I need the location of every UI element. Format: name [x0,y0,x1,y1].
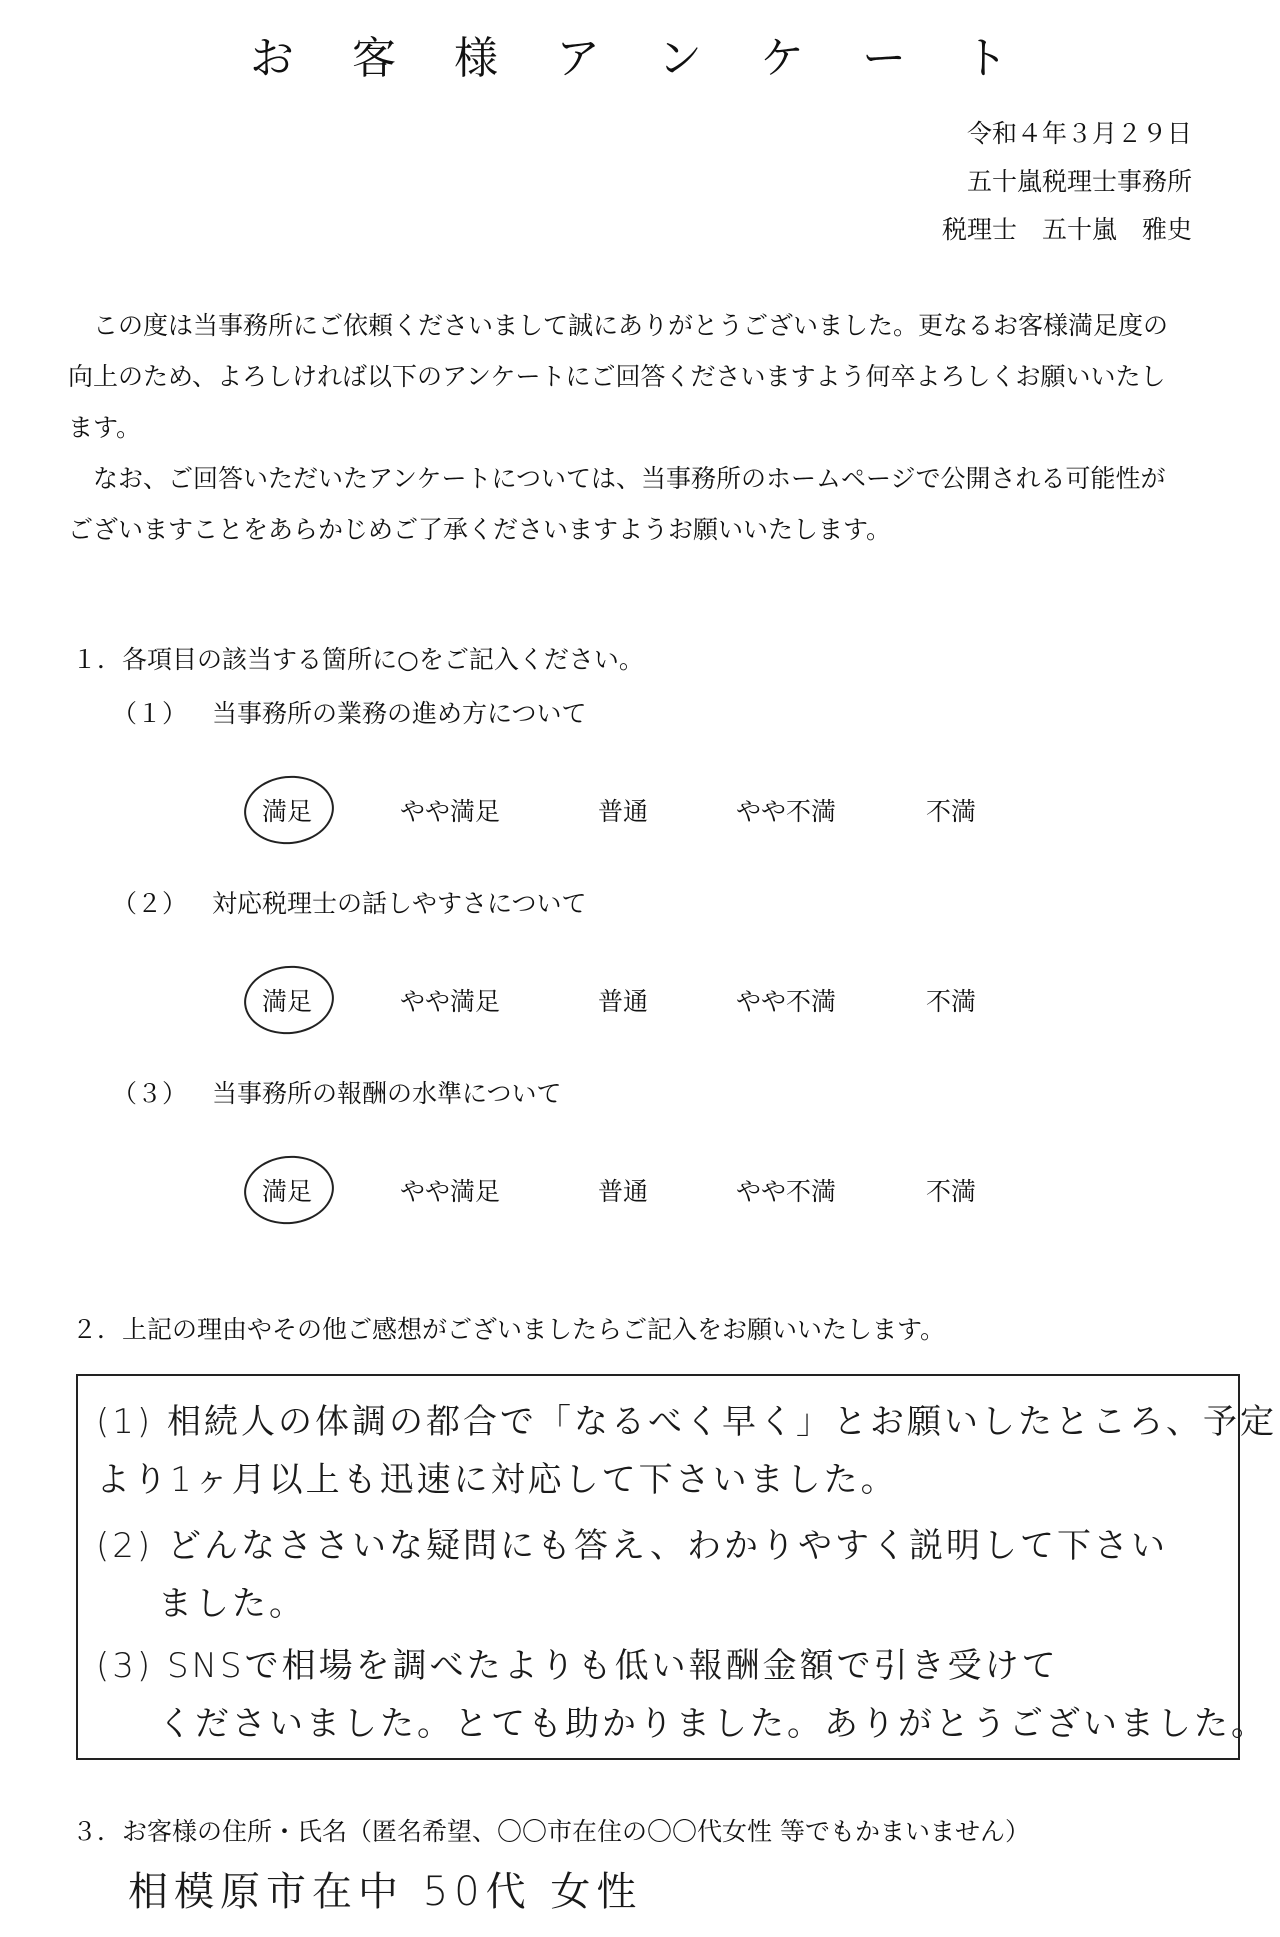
option-satisfied[interactable]: 満足 [262,982,312,1018]
item-number: （３） [112,1079,188,1108]
comment-line-5: (3) SNSで相場を調べたよりも低い報酬金額で引き受けて [96,1646,1059,1686]
item-number: （１） [112,699,188,728]
question-2-title: ２．上記の理由やその他ご感想がございましたらご記入をお願いいたします。 [72,1315,946,1344]
option-somewhat-satisfied[interactable]: やや満足 [400,987,501,1016]
option-neutral[interactable]: 普通 [598,797,649,826]
item-label: 当事務所の業務の進め方について [211,699,587,728]
option-dissatisfied[interactable]: 不満 [926,1177,977,1206]
intro-paragraph-2: なお、ご回答いただいたアンケートについては、当事務所のホームページで公開される可能性がございますことをあらかじめご了承くださいますようお願いいたします。 [68,464,1166,544]
comment-line-4: ました。 [158,1584,306,1624]
option-neutral[interactable]: 普通 [598,1177,649,1206]
option-neutral[interactable]: 普通 [598,987,649,1016]
option-dissatisfied[interactable]: 不満 [926,797,977,826]
comment-line-1: (1) 相続人の体調の都合で「なるべく早く」とお願いしたところ、予定 [96,1402,1277,1442]
date: 令和４年３月２９日 [966,119,1192,148]
option-somewhat-satisfied[interactable]: やや満足 [400,797,501,826]
item-label: 当事務所の報酬の水準について [211,1079,562,1108]
option-somewhat-satisfied[interactable]: やや満足 [400,1177,501,1206]
option-somewhat-dissatisfied[interactable]: やや不満 [736,797,837,826]
option-somewhat-dissatisfied[interactable]: やや不満 [736,987,837,1016]
question-1-item-2 [112,884,586,920]
intro-text [68,300,1188,555]
question-1-title: １．各項目の該当する箇所に○をご記入ください。 [72,645,644,674]
comment-line-6: くださいました。とても助かりました。ありがとうございました。 [158,1704,1268,1744]
page-title: お 客 様 ア ン ケ ー ト [250,33,1030,84]
option-somewhat-dissatisfied[interactable]: やや不満 [736,1177,837,1206]
option-satisfied[interactable]: 満足 [262,1172,312,1208]
question-1-item-1 [112,694,586,730]
comment-box[interactable] [76,1374,1277,1760]
question-3-title: ３．お客様の住所・氏名（匿名希望、〇〇市在住の〇〇代女性 等でもかまいません） [72,1817,1030,1846]
customer-info-answer: 相模原市在中 50代 女性 [128,1869,643,1915]
office-name: 五十嵐税理士事務所 [966,167,1192,196]
item-label: 対応税理士の話しやすさについて [211,889,587,918]
comment-line-3: (2) どんなささいな疑問にも答え、わかりやすく説明して下さい [96,1526,1169,1566]
header-info [942,110,1192,254]
question-1-item-3 [112,1074,561,1110]
intro-paragraph-1: この度は当事務所にご依頼くださいまして誠にありがとうございました。更なるお客様満足度の向上のため、よろしければ以下のアンケートにご回答くださいますよう何卒よろしくお願いいたします。 [68,311,1169,442]
comment-line-2: より1ヶ月以上も迅速に対応して下さいました。 [96,1460,898,1500]
option-dissatisfied[interactable]: 不満 [926,987,977,1016]
option-satisfied[interactable]: 満足 [262,792,312,828]
rating-options-3 [250,1160,1030,1220]
rating-options-1 [250,780,1030,840]
rating-options-2 [250,970,1030,1030]
item-number: （２） [112,889,188,918]
accountant-name: 税理士 五十嵐 雅史 [941,215,1192,244]
